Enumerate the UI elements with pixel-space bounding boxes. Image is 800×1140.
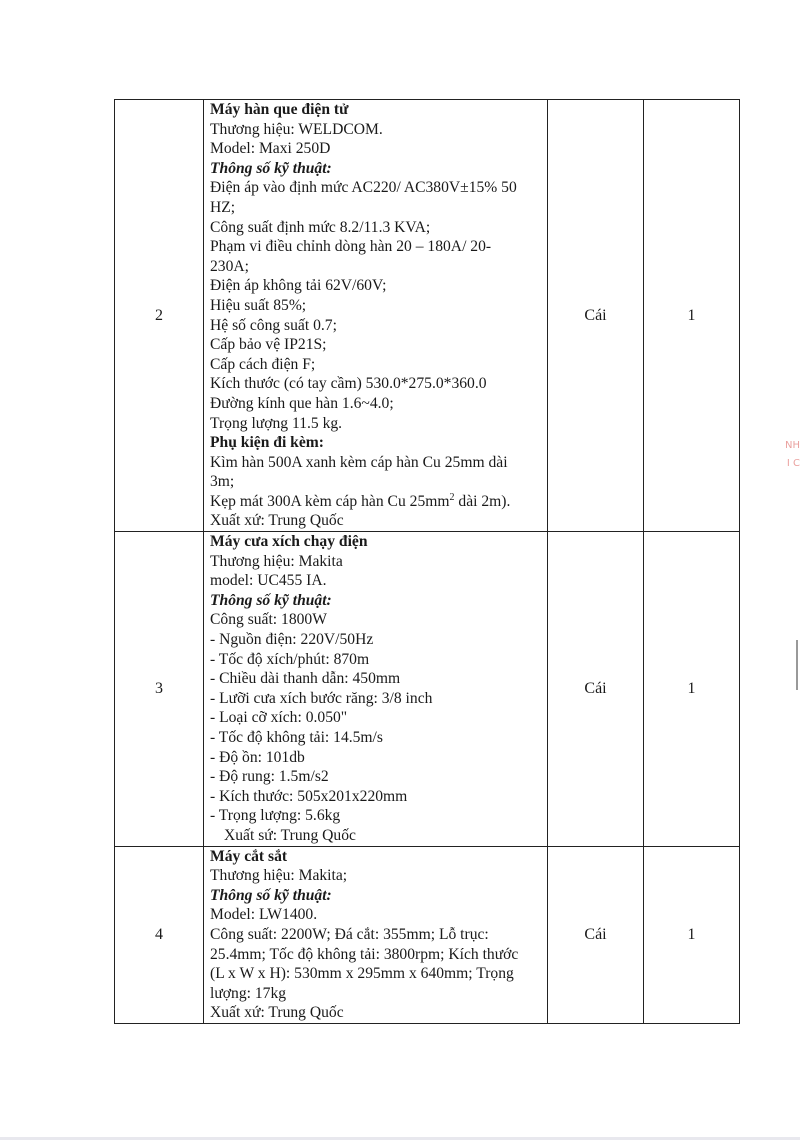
item-description (204, 846, 548, 1023)
description-line: - Lưỡi cưa xích bước răng: 3/8 inch (210, 689, 433, 707)
item-heading: Phụ kiện đi kèm: (210, 434, 324, 452)
stamp-fragment: NH (785, 440, 800, 451)
description-line: Model: Maxi 250D (210, 140, 331, 158)
item-heading: Máy cưa xích chạy điện (210, 533, 368, 551)
description-line: Model: LW1400. (210, 906, 318, 924)
description-line: Thương hiệu: Makita (210, 552, 343, 570)
item-quantity: 1 (644, 846, 740, 1023)
item-number: 3 (115, 532, 204, 847)
description-line: Hệ số công suất 0.7; (210, 316, 337, 334)
description-line: Công suất định mức 8.2/11.3 KVA; (210, 218, 431, 236)
description-line: - Trọng lượng: 5.6kg (210, 807, 341, 825)
item-description (204, 532, 548, 847)
description-line: model: UC455 IA. (210, 572, 327, 590)
description-line: Công suất: 1800W (210, 611, 327, 629)
description-line: Hiệu suất 85%; (210, 296, 307, 314)
description-line: Công suất: 2200W; Đá cắt: 355mm; Lỗ trục: (210, 925, 489, 943)
description-line: - Tốc độ không tải: 14.5m/s (210, 729, 383, 746)
description-line: Thương hiệu: Makita; (210, 867, 348, 885)
item-heading: Máy cắt sắt (210, 847, 288, 865)
description-line: Đường kính que hàn 1.6~4.0; (210, 394, 394, 412)
description-line: Điện áp vào định mức AC220/ AC380V±15% 50 (210, 179, 517, 197)
description-line: Phạm vi điều chỉnh dòng hàn 20 – 180A/ 20- (210, 238, 492, 256)
spec-heading: Thông số kỹ thuật: (210, 591, 332, 609)
item-unit: Cái (548, 846, 644, 1023)
description-line: - Kích thước: 505x201x220mm (210, 787, 408, 805)
description-line: Xuất sứ: Trung Quốc (224, 826, 356, 844)
scan-edge-mark (796, 640, 798, 690)
stamp-fragment: I C (786, 458, 800, 469)
spec-heading: Thông số kỹ thuật: (210, 159, 332, 177)
description-line: Kìm hàn 500A xanh kèm cáp hàn Cu 25mm dài (210, 453, 508, 471)
table-row (115, 100, 740, 532)
item-number: 2 (115, 100, 204, 532)
item-unit: Cái (548, 532, 644, 847)
item-number: 4 (115, 846, 204, 1023)
description-line: Điện áp không tải 62V/60V; (210, 277, 387, 295)
item-quantity: 1 (644, 100, 740, 532)
item-quantity: 1 (644, 532, 740, 847)
item-unit: Cái (548, 100, 644, 532)
description-line: 3m; (210, 473, 235, 491)
description-line: HZ; (210, 198, 236, 216)
description-line: Trọng lượng 11.5 kg. (210, 414, 343, 432)
description-line: Xuất xứ: Trung Quốc (210, 512, 344, 530)
description-line: - Chiều dài thanh dẫn: 450mm (210, 670, 401, 688)
equipment-table (114, 99, 740, 1024)
item-heading: Máy hàn que điện tử (210, 101, 349, 118)
description-line: Kích thước (có tay cầm) 530.0*275.0*360.0 (210, 375, 487, 393)
spec-heading: Thông số kỹ thuật: (210, 886, 332, 904)
description-line: 230A; (210, 257, 249, 275)
description-line: Xuất xứ: Trung Quốc (210, 1004, 344, 1022)
description-line: lượng: 17kg (210, 984, 287, 1002)
description-line: 25.4mm; Tốc độ không tải: 3800rpm; Kích thước (210, 945, 519, 963)
description-line: - Độ ồn: 101db (210, 748, 305, 766)
description-line: Kẹp mát 300A kèm cáp hàn Cu $25mm^2$ dài 2m). (210, 491, 511, 510)
description-line: - Loại cỡ xích: 0.050" (210, 709, 348, 727)
table-row (115, 846, 740, 1023)
table-row (115, 532, 740, 847)
description-line: - Nguồn điện: 220V/50Hz (210, 631, 374, 649)
description-line: Thương hiệu: WELDCOM. (210, 120, 383, 138)
item-description (204, 100, 548, 532)
description-line: - Tốc độ xích/phút: 870m (210, 650, 370, 668)
description-line: - Độ rung: 1.5m/s2 (210, 768, 329, 786)
description-line: (L x W x H): 530mm x 295mm x 640mm; Trọng (210, 965, 514, 983)
description-line: Cấp bảo vệ IP21S; (210, 336, 327, 354)
description-line: Cấp cách điện F; (210, 355, 316, 373)
